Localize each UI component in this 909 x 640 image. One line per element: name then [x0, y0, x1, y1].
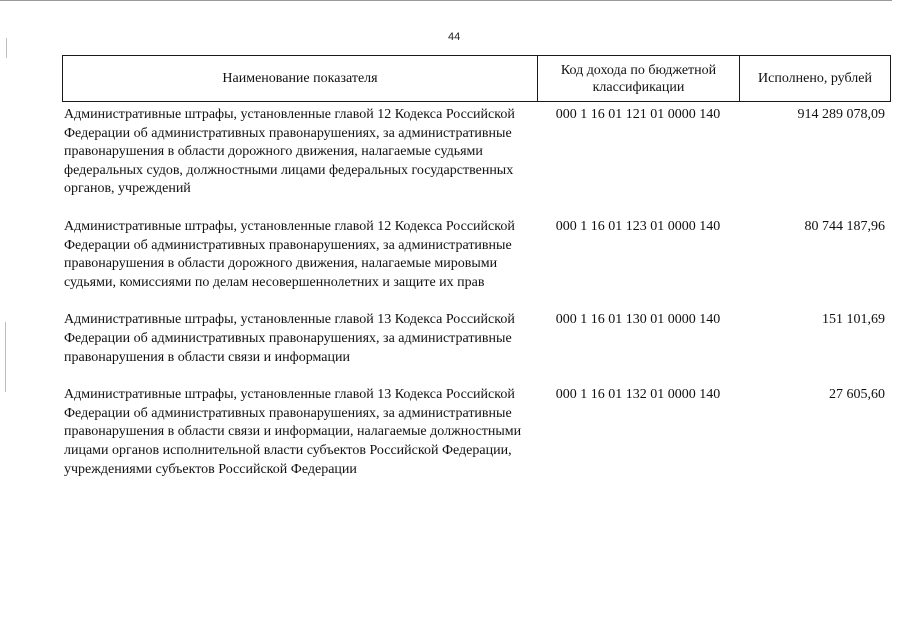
row-name: Административные штрафы, установленные главой 13 Кодекса Российской Федерации об административных правонарушениях, за административные правонарушения в области связи и информации	[64, 312, 515, 365]
row-amount: 27 605,60	[829, 387, 885, 403]
row-code: 000 1 16 01 121 01 0000 140	[555, 107, 721, 122]
row-amount: 151 101,69	[822, 312, 885, 328]
row-name: Административные штрафы, установленные главой 12 Кодекса Российской Федерации об административных правонарушениях, за административные правонарушения в области дорожного движения, налагаемые мировыми судьями, комиссиями по делам несовершеннолетних и защите их прав	[64, 218, 515, 290]
row-amount: 80 744 187,96	[804, 218, 885, 234]
table-row	[62, 218, 891, 292]
header-amount: Исполнено, рублей	[758, 71, 872, 86]
row-name: Административные штрафы, установленные главой 13 Кодекса Российской Федерации об административных правонарушениях, за административные правонарушения в области связи и информации, налагаемые должностными лицами органов исполнительной власти субъектов Российской Федерации, учреждениями субъектов Российской Федерации	[64, 387, 522, 477]
table-body	[62, 106, 891, 498]
table-row	[62, 311, 891, 367]
table-header	[62, 55, 891, 102]
header-name: Наименование показателя	[63, 56, 538, 101]
table-row	[62, 386, 891, 479]
top-border-line	[0, 0, 892, 1]
scan-artifact	[5, 322, 6, 392]
table-row	[62, 106, 891, 199]
row-name: Административные штрафы, установленные главой 12 Кодекса Российской Федерации об административных правонарушениях, за административные правонарушения в области дорожного движения, налагаемые судьями федеральных судов, должностными лицами федеральных государственных органов, учреждений	[64, 107, 515, 197]
row-amount: 914 289 078,09	[797, 107, 885, 122]
page-number: 44	[448, 31, 461, 43]
row-code: 000 1 16 01 130 01 0000 140	[555, 312, 721, 328]
scan-artifact	[6, 38, 7, 58]
header-code: Код дохода по бюджетной классификации	[538, 56, 740, 101]
row-code: 000 1 16 01 123 01 0000 140	[555, 218, 721, 234]
row-code: 000 1 16 01 132 01 0000 140	[555, 387, 721, 403]
